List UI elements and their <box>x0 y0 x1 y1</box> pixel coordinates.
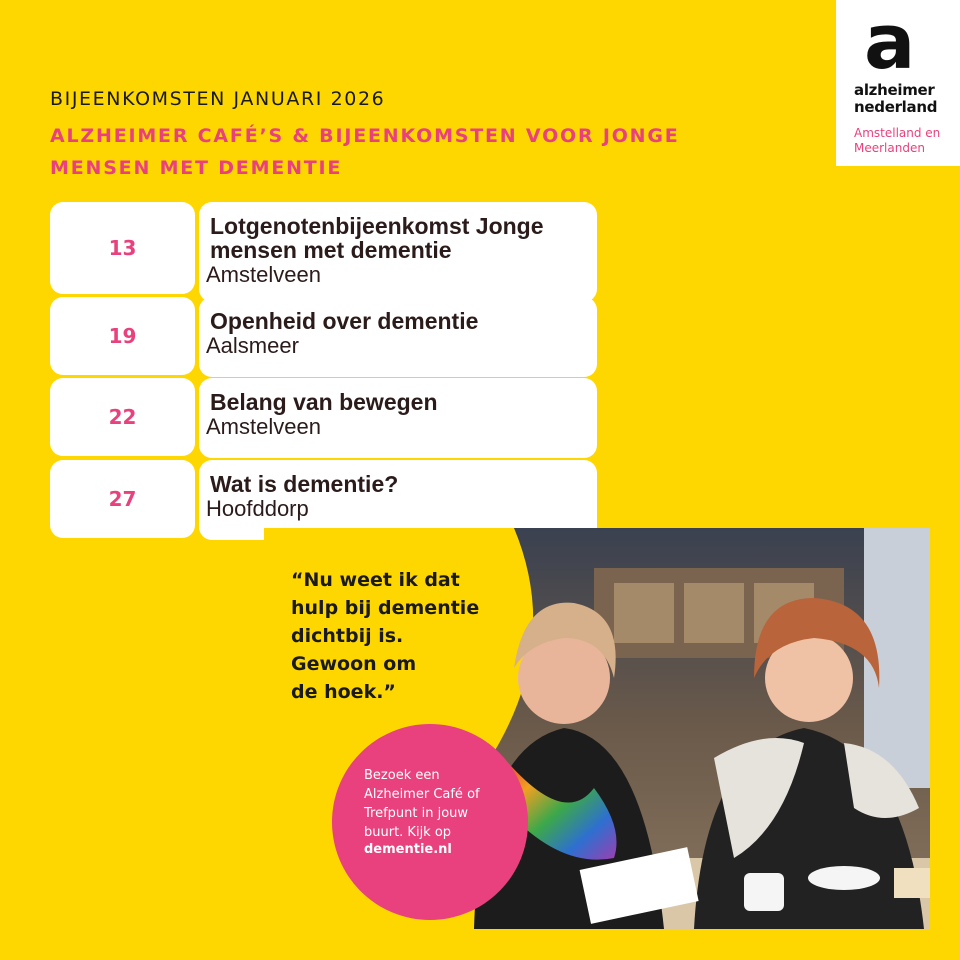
logo-line1: alzheimer <box>854 81 935 99</box>
event-location: Hoofddorp <box>206 496 309 521</box>
event-card[interactable] <box>199 202 597 302</box>
event-location: Amstelveen <box>206 414 321 439</box>
event-date-box: 13 <box>50 202 195 294</box>
event-card[interactable] <box>199 297 597 377</box>
event-location: Amstelveen <box>206 262 321 287</box>
promo-photo-panel <box>264 528 930 929</box>
event-date-box: 19 <box>50 297 195 375</box>
event-title: Openheid over dementie <box>210 308 479 334</box>
event-title: Lotgenotenbijeenkomst Jonge mensen met dementie <box>210 213 544 263</box>
page-subheading: ALZHEIMER CAFÉ’S & BIJEENKOMSTEN VOOR JONGE MENSEN MET DEMENTIE <box>50 125 680 179</box>
testimonial-quote: “Nu weet ik dat hulp bij dementie dichtbij is. Gewoon om de hoek.” <box>291 569 480 703</box>
callout-text: Bezoek een Alzheimer Café of Trefpunt in jouw buurt. Kijk op <box>364 768 480 840</box>
event-title: Belang van bewegen <box>210 389 438 415</box>
page-heading: BIJEENKOMSTEN JANUARI 2026 <box>50 88 386 110</box>
event-date-box: 22 <box>50 378 195 456</box>
logo-a-mark: a <box>864 0 916 86</box>
logo-region-line2: Meerlanden <box>854 141 925 155</box>
event-card[interactable] <box>199 378 597 458</box>
logo-region-line1: Amstelland en <box>854 126 941 140</box>
dementie-link[interactable]: dementie.nl <box>364 842 452 857</box>
event-location: Aalsmeer <box>206 333 299 358</box>
logo-line2: nederland <box>854 98 938 116</box>
event-date-box: 27 <box>50 460 195 538</box>
event-title: Wat is dementie? <box>210 471 399 497</box>
alzheimer-nederland-logo <box>836 0 960 166</box>
